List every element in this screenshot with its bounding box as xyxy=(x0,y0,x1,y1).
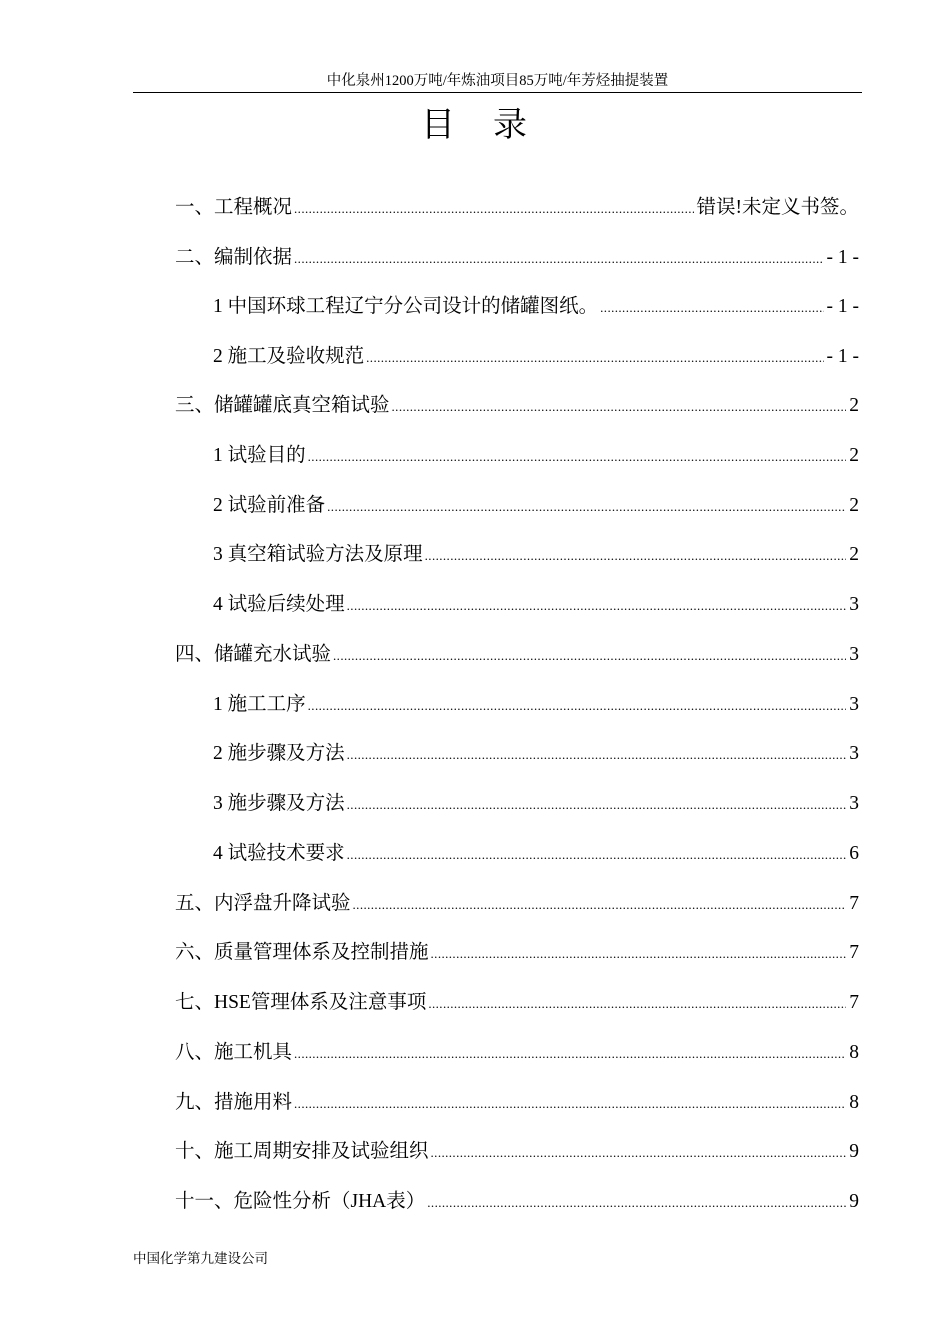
toc-entry-page: 8 xyxy=(849,1042,859,1063)
page-footer: 中国化学第九建设公司 xyxy=(133,1251,268,1266)
dot-leader xyxy=(392,392,847,422)
header-divider xyxy=(133,92,862,93)
toc-entry-label: 2 试验前准备 xyxy=(213,495,326,516)
dot-leader xyxy=(431,1138,847,1168)
toc-entry-page: 错误!未定义书签。 xyxy=(696,197,859,218)
toc-entry-page: 9 xyxy=(849,1191,859,1212)
toc-entry-page: 7 xyxy=(849,992,859,1013)
toc-entry-page: 3 xyxy=(849,694,859,715)
dot-leader xyxy=(366,343,823,373)
toc-entry-page: 2 xyxy=(849,395,859,416)
toc-entry-page: 2 xyxy=(849,495,859,516)
toc-entry-label: 四、储罐充水试验 xyxy=(175,644,332,665)
toc-entry-page: - 1 - xyxy=(826,296,859,317)
dot-leader xyxy=(308,442,847,472)
toc-entry[interactable] xyxy=(175,1187,859,1217)
dot-leader xyxy=(294,194,693,224)
toc-entry-page: 3 xyxy=(849,594,859,615)
toc-entry[interactable] xyxy=(213,292,859,322)
toc-entry-label: 二、编制依据 xyxy=(175,247,293,268)
dot-leader xyxy=(431,939,847,969)
dot-leader xyxy=(294,1089,846,1119)
toc-entry[interactable] xyxy=(175,391,859,421)
toc-entry-label: 七、HSE管理体系及注意事项 xyxy=(175,992,427,1013)
dot-leader xyxy=(353,890,847,920)
toc-entry-page: 7 xyxy=(849,942,859,963)
toc-entry-page: 3 xyxy=(849,743,859,764)
toc-entry-label: 1 中国环球工程辽宁分公司设计的储罐图纸。 xyxy=(213,296,599,317)
toc-entry[interactable] xyxy=(213,690,859,720)
toc-entry[interactable] xyxy=(175,988,859,1018)
toc-entry-label: 一、工程概况 xyxy=(175,197,293,218)
dot-leader xyxy=(425,541,847,571)
dot-leader xyxy=(600,293,823,323)
toc-entry[interactable] xyxy=(213,441,859,471)
toc-entry-label: 九、措施用料 xyxy=(175,1092,293,1113)
toc-entry[interactable] xyxy=(175,938,859,968)
dot-leader xyxy=(347,591,847,621)
toc-entry-label: 十一、危险性分析（JHA表） xyxy=(175,1191,426,1212)
toc-entry[interactable] xyxy=(213,789,859,819)
dot-leader xyxy=(428,989,846,1019)
toc-entry[interactable] xyxy=(213,540,859,570)
toc-entry[interactable] xyxy=(213,491,859,521)
dot-leader xyxy=(308,691,847,721)
dot-leader xyxy=(427,1188,846,1218)
toc-entry-page: - 1 - xyxy=(826,346,859,367)
toc-entry[interactable] xyxy=(175,243,859,273)
toc-entry-page: 7 xyxy=(849,893,859,914)
dot-leader xyxy=(327,492,846,522)
toc-entry-label: 五、内浮盘升降试验 xyxy=(175,893,351,914)
toc-entry-page: 9 xyxy=(849,1141,859,1162)
toc-entry[interactable] xyxy=(213,739,859,769)
toc-entry-page: 6 xyxy=(849,843,859,864)
toc-entry-page: 3 xyxy=(849,793,859,814)
toc-entry-label: 4 试验技术要求 xyxy=(213,843,345,864)
toc-entry[interactable] xyxy=(213,590,859,620)
toc-entry-label: 4 试验后续处理 xyxy=(213,594,345,615)
toc-entry-label: 八、施工机具 xyxy=(175,1042,293,1063)
toc-entry-page: - 1 - xyxy=(826,247,859,268)
dot-leader xyxy=(333,641,846,671)
toc-entry[interactable] xyxy=(175,1137,859,1167)
toc-entry-label: 3 施步骤及方法 xyxy=(213,793,345,814)
toc-entry-label: 1 施工工序 xyxy=(213,694,306,715)
dot-leader xyxy=(347,840,847,870)
toc-entry[interactable] xyxy=(175,889,859,919)
page-header: 中化泉州1200万吨/年炼油项目85万吨/年芳烃抽提装置 xyxy=(326,73,669,89)
dot-leader xyxy=(294,1039,846,1069)
toc-entry-label: 六、质量管理体系及控制措施 xyxy=(175,942,429,963)
toc-entry-label: 1 试验目的 xyxy=(213,445,306,466)
toc-entry[interactable] xyxy=(213,839,859,869)
toc-entry-page: 8 xyxy=(849,1092,859,1113)
toc-entry-label: 三、储罐罐底真空箱试验 xyxy=(175,395,390,416)
toc-entry[interactable] xyxy=(175,1088,859,1118)
dot-leader xyxy=(294,244,823,274)
toc-entry-label: 3 真空箱试验方法及原理 xyxy=(213,544,423,565)
dot-leader xyxy=(347,790,847,820)
document-title: 目 录 xyxy=(421,107,529,144)
toc-entry-page: 3 xyxy=(849,644,859,665)
dot-leader xyxy=(347,740,847,770)
toc-entry-page: 2 xyxy=(849,445,859,466)
toc-entry[interactable] xyxy=(175,1038,859,1068)
toc-entry[interactable] xyxy=(175,193,859,223)
toc-entry-label: 十、施工周期安排及试验组织 xyxy=(175,1141,429,1162)
toc-entry-page: 2 xyxy=(849,544,859,565)
toc-entry-label: 2 施步骤及方法 xyxy=(213,743,345,764)
toc-entry[interactable] xyxy=(175,640,859,670)
toc-entry[interactable] xyxy=(213,342,859,372)
toc-entry-label: 2 施工及验收规范 xyxy=(213,346,365,367)
